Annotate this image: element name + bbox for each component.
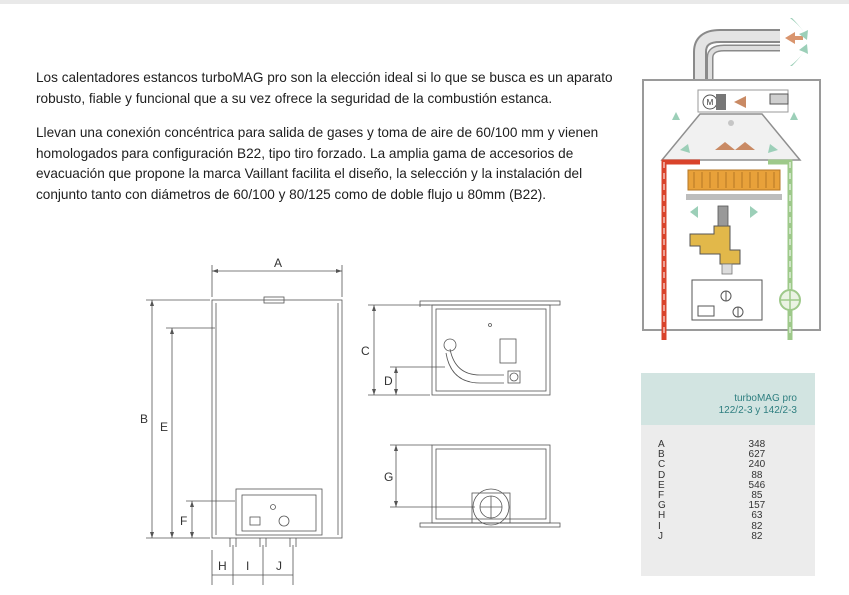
row-key: H bbox=[658, 510, 666, 522]
dim-label-b: B bbox=[140, 412, 149, 426]
row-key: A bbox=[658, 439, 665, 450]
intro-text bbox=[36, 68, 636, 220]
row-key: I bbox=[658, 520, 661, 532]
row-key: B bbox=[658, 449, 665, 461]
spec-table-rows bbox=[641, 425, 815, 542]
row-value: 63 bbox=[751, 510, 763, 522]
row-value: 82 bbox=[751, 520, 763, 532]
row-value: 627 bbox=[748, 449, 766, 461]
dim-label-d: D bbox=[384, 374, 393, 388]
table-row bbox=[641, 450, 815, 460]
top-view-body bbox=[432, 305, 550, 395]
spec-table-header bbox=[641, 373, 815, 425]
row-key: C bbox=[658, 459, 666, 471]
pressure-switch-icon bbox=[770, 94, 788, 104]
spec-header-variants: 122/2-3 y 142/2-3 bbox=[718, 405, 797, 416]
table-row bbox=[641, 460, 815, 470]
dim-label-i: I bbox=[246, 559, 250, 573]
spec-header-model: turboMAG pro bbox=[734, 393, 797, 404]
row-value: 240 bbox=[748, 459, 766, 471]
table-row bbox=[641, 511, 815, 521]
row-value: 157 bbox=[748, 500, 766, 512]
table-row bbox=[641, 491, 815, 501]
dim-label-e: E bbox=[160, 420, 169, 434]
dim-label-f: F bbox=[180, 514, 188, 528]
dim-label-h: H bbox=[218, 559, 227, 573]
dim-label-c: C bbox=[361, 344, 370, 358]
row-key: D bbox=[658, 469, 666, 481]
spec-table bbox=[641, 373, 815, 576]
top-divider bbox=[0, 0, 849, 4]
dim-label-g: G bbox=[384, 470, 394, 484]
table-row bbox=[641, 522, 815, 532]
intro-paragraph-1: Los calentadores estancos turboMAG pro son la elección ideal si lo que se busca es un aparato robusto, fiable y funcional que a su vez ofrece la seguridad de la combustión estanca. bbox=[36, 70, 613, 106]
intake-arrow-icon-2 bbox=[790, 44, 808, 66]
dimension-drawings bbox=[120, 245, 590, 595]
motor-label: M bbox=[706, 98, 714, 107]
row-key: G bbox=[658, 500, 666, 512]
row-key: J bbox=[658, 530, 663, 542]
dim-label-j: J bbox=[276, 559, 282, 573]
table-row bbox=[641, 471, 815, 481]
table-row bbox=[641, 481, 815, 491]
row-value: 88 bbox=[751, 469, 763, 481]
row-key: E bbox=[658, 479, 665, 491]
table-row bbox=[641, 440, 815, 450]
row-value: 82 bbox=[751, 530, 763, 542]
row-value: 348 bbox=[748, 439, 766, 450]
heater-schematic bbox=[640, 10, 845, 346]
table-row bbox=[641, 501, 815, 511]
row-value: 546 bbox=[748, 479, 766, 491]
dim-label-a: A bbox=[274, 256, 283, 270]
row-key: F bbox=[658, 489, 665, 501]
table-row bbox=[641, 532, 815, 542]
row-value: 85 bbox=[751, 489, 763, 501]
intro-paragraph-2: Llevan una conexión concéntrica para salida de gases y toma de aire de 60/100 mm y vienen homologados para configuración B22, tipo tiro forzado. La amplia gama de accesorios de evacuación que propone la marca Vaillant facilita el diseño, la selección y la instalación del conjunto tanto con diámetros de 60/100 y 80/125 como de doble flujo u 80mm (B22). bbox=[36, 125, 599, 202]
front-view-body bbox=[212, 300, 342, 538]
